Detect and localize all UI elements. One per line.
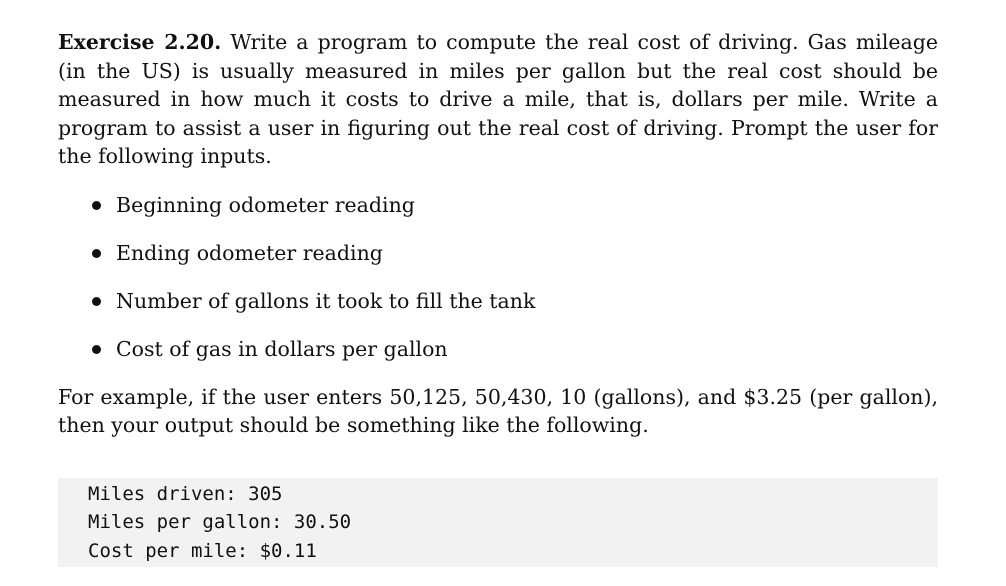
- exercise-intro-paragraph: [58, 28, 938, 171]
- list-item: [58, 191, 938, 219]
- list-item-label: Beginning odometer reading: [116, 192, 415, 217]
- input-list: [58, 191, 938, 363]
- exercise-title: Exercise 2.20.: [58, 30, 222, 54]
- example-paragraph: For example, if the user enters 50,125, 50,430, 10 (gallons), and $3.25 (per gallon), then your output should be something like the following.: [58, 384, 938, 437]
- list-item-label: Number of gallons it took to fill the tank: [116, 288, 536, 313]
- list-item: [58, 287, 938, 315]
- list-item: [58, 335, 938, 363]
- bullet-icon: [92, 345, 101, 354]
- bullet-icon: [92, 201, 101, 210]
- exercise-page: [58, 28, 938, 567]
- bullet-icon: [92, 297, 101, 306]
- list-item: [58, 239, 938, 267]
- exercise-intro-text: Write a program to compute the real cost of driving. Gas mileage (in the US) is usually measured in miles per gallon but the real cost should be measured in how much it costs to drive a mile, that is, dollars per mile. Write a program to assist a user in figuring out the real cost of driving. Prompt the user for the following inputs.: [58, 30, 938, 168]
- list-item-label: Ending odometer reading: [116, 240, 383, 265]
- list-item-label: Cost of gas in dollars per gallon: [116, 336, 448, 361]
- code-line: Cost per mile: $0.11: [88, 539, 317, 562]
- bullet-icon: [92, 249, 101, 258]
- code-line: Miles driven: 305: [88, 482, 283, 505]
- output-code-block: [58, 478, 938, 567]
- code-line: Miles per gallon: 30.50: [88, 511, 352, 533]
